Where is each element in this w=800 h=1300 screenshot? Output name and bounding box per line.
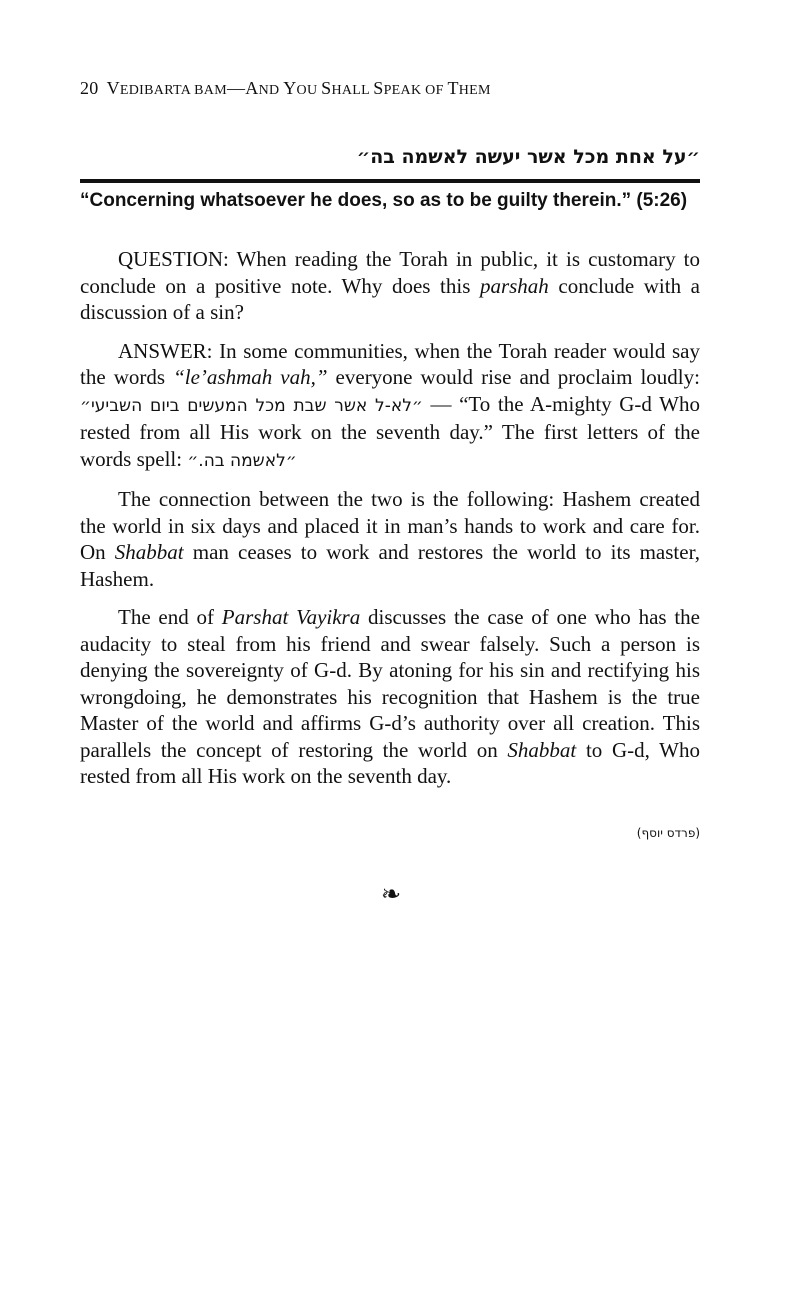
hebrew-acrostic-result: ״לאשמה בה.״ <box>187 450 297 471</box>
running-title-text: HEM <box>458 83 491 98</box>
section-end-ornament-icon: ❧ <box>380 880 400 908</box>
hebrew-acrostic-phrase: ״לא-ל אשר שבת מכל המעשים ביום השביעי״ <box>80 395 423 416</box>
page-number: 20 <box>80 78 99 98</box>
running-head <box>80 78 700 99</box>
hebrew-verse-heading: ״על אחת מכל אשר יעשה לאשמה בה״ <box>356 146 700 168</box>
running-title-text: ND <box>258 83 284 98</box>
running-title-letter: V <box>106 78 120 98</box>
paragraph-question: QUESTION: When reading the Torah in public, it is customary to conclude on a positive note. Why does this parshah conclude with a discussion of a sin? <box>80 247 701 324</box>
running-title-letter: Y <box>283 78 297 98</box>
running-title-letter: S <box>373 78 384 98</box>
paragraph-connection: The connection between the two is the following: Hashem created the world in six days and placed it in man’s hands to work and care for. On Shabbat man ceases to work and restores the world to its master, Hashem. <box>80 487 700 591</box>
running-title-text: HALL <box>331 83 374 98</box>
running-title-letter: S <box>321 78 332 98</box>
running-title-letter: T <box>447 78 459 98</box>
english-verse-heading: “Concerning whatsoever he does, so as to be guilty therein.” (5:26) <box>80 190 688 211</box>
running-title-text: PEAK OF <box>383 83 448 98</box>
heading-rule <box>80 179 700 183</box>
running-title-letter: A <box>245 78 259 98</box>
paragraph-answer: ANSWER: In some communities, when the Torah reader would say the words “le’ashmah vah,” everyone would rise and proclaim loudly: ״לא-ל אשר שבת מכל המעשים ביום השביעי״ — “To the A-mighty G-d Who rested from all His work on the seventh day.” The first letters of the words spell: ״לאשמה בה.״ <box>80 338 700 471</box>
article-body <box>80 246 700 802</box>
paragraph-conclusion: The end of Parshat Vayikra discusses the case of one who has the audacity to steal from his friend and swear falsely. Such a person is denying the sovereignty of G-d. By atoning for his sin and rectifying his wrongdoing, he demonstrates his recognition that Hashem is the true Master of the world and affirms G-d’s authority over all creation. This parallels the concept of restoring the world on Shabbat to G-d, Who rested from all His work on the seventh day. <box>80 605 701 788</box>
source-citation: (פרדס יוסף) <box>636 826 700 840</box>
running-title-text: EDIBARTA BAM <box>119 83 227 98</box>
running-title-text: OU <box>296 83 322 98</box>
running-title-dash: — <box>226 78 246 98</box>
